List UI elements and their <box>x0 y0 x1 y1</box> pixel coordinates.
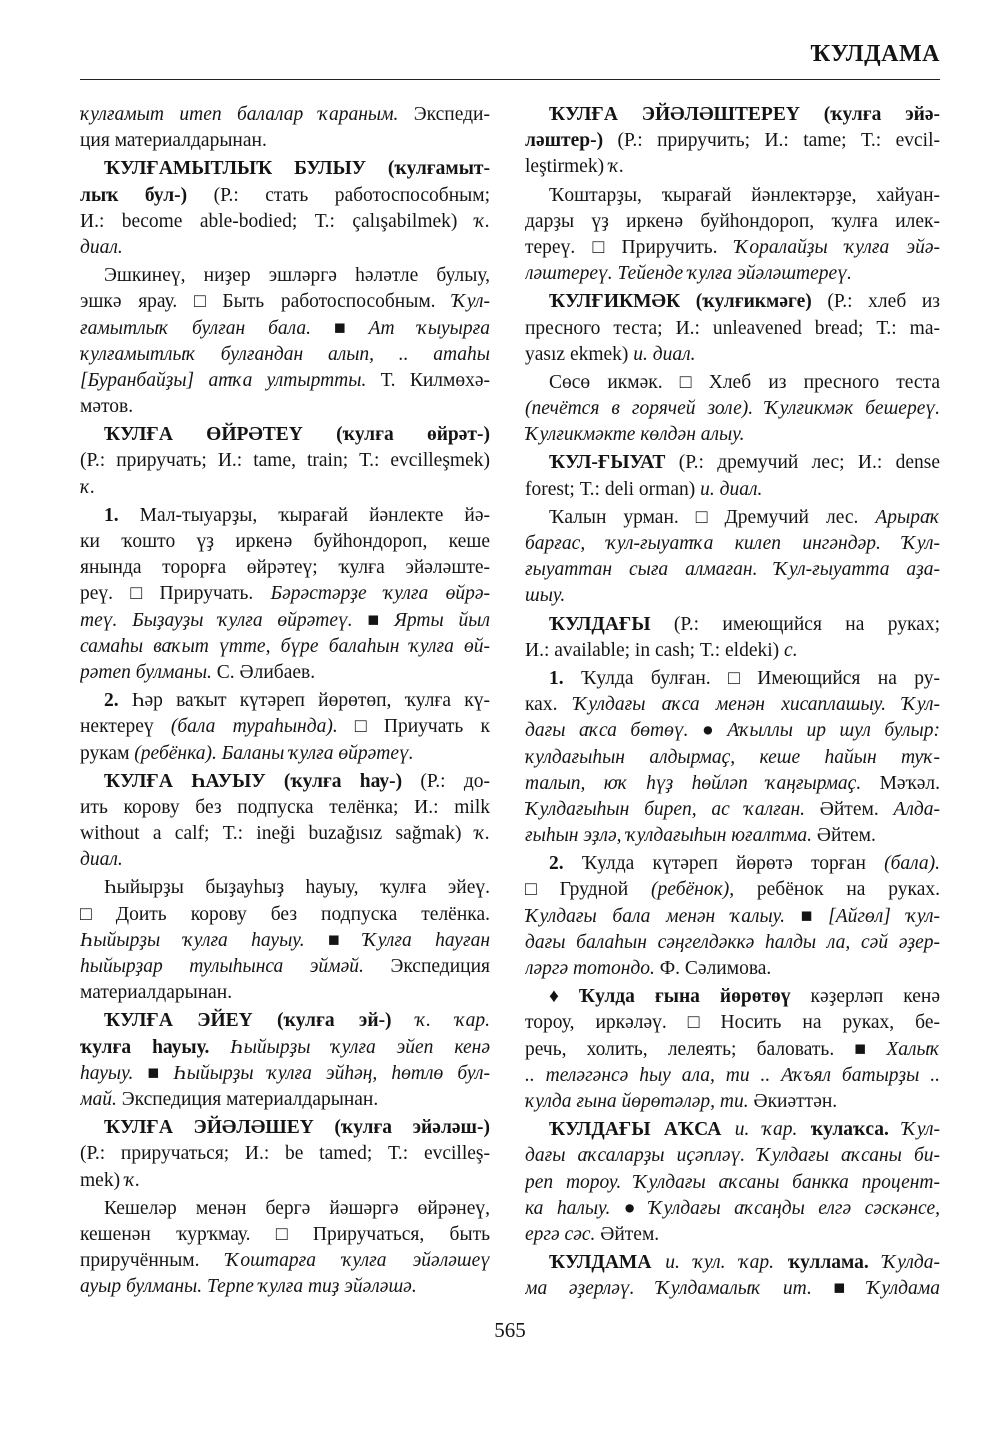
dictionary-entry-paragraph <box>80 688 490 767</box>
text-line <box>80 954 490 980</box>
text-line <box>525 956 940 982</box>
plain-text: Экспеди- <box>398 104 490 125</box>
bold-text: ҠУЛДАМА <box>549 1252 652 1274</box>
text-line <box>525 1063 940 1089</box>
bold-text: ләштер-) <box>525 130 604 152</box>
italic-text: Ҡулда- <box>868 1252 940 1274</box>
italic-text: (ребёнка). Баланы ҡулға өйрәтеү. <box>134 742 414 764</box>
plain-text: И.: available; in cash; Т.: eldeki) <box>525 639 785 661</box>
italic-text: барғас, ҡул-ғыуатҡа килеп ингәндәр. Ҡул- <box>525 533 940 554</box>
italic-text: Ҡул- <box>452 291 490 313</box>
italic-text: самаһы ваҡыт үтте, бүре балаһын ҡулға өй- <box>80 635 490 657</box>
text-line <box>80 555 490 581</box>
italic-text: ҡ. <box>608 156 625 178</box>
plain-text: Мәҡәл. <box>861 772 940 794</box>
plain-text: приручённым. <box>80 1250 226 1272</box>
dictionary-entry-paragraph <box>525 370 940 449</box>
italic-text: һыйырҙар тулыһынса эймәй. <box>80 956 364 977</box>
dictionary-entry-paragraph <box>525 984 940 1115</box>
italic-text: шыу. <box>525 585 566 607</box>
plain-text: (Р.: стать работоспособным; <box>187 184 490 206</box>
plain-text: Әйтем. <box>812 825 876 847</box>
italic-text: дағы аҡса бөтөү. <box>525 720 689 742</box>
italic-text: Һыйырҙы ҡулға һауыу. <box>80 929 305 951</box>
text-line <box>525 154 940 180</box>
italic-text: и. диал. <box>633 343 696 365</box>
text-line <box>80 342 490 368</box>
text-line <box>80 795 490 821</box>
dictionary-entry-paragraph <box>525 612 940 664</box>
right-column <box>525 102 940 1302</box>
plain-text: Экспедиция материалдарынан. <box>116 1088 379 1110</box>
dictionary-entry-paragraph <box>80 422 490 501</box>
italic-text: ҡ. <box>474 823 490 845</box>
italic-text: с. <box>784 639 798 661</box>
text-line <box>549 1117 940 1143</box>
italic-text: (бала тураһында). <box>170 716 338 738</box>
text-line <box>525 583 940 609</box>
text-line <box>104 875 490 901</box>
dictionary-entry-paragraph <box>525 1250 940 1302</box>
text-line <box>525 1222 940 1248</box>
text-line <box>549 183 940 209</box>
text-line <box>525 1170 940 1196</box>
plain-text: ■ <box>304 929 364 951</box>
text-line <box>525 904 940 930</box>
dictionary-entry-paragraph <box>525 666 940 849</box>
text-line <box>80 316 490 342</box>
italic-text: Халыҡ <box>886 1038 940 1060</box>
text-line <box>549 666 940 692</box>
italic-text: ләштереү. Тейенде ҡулға эйәләштереү. <box>525 263 852 285</box>
italic-text: Ҡул- <box>888 1119 940 1141</box>
italic-text: Ярты йыл <box>394 609 490 631</box>
text-line <box>525 1276 940 1302</box>
plain-text: ♦ <box>549 986 579 1008</box>
plain-text: реү. □ Приручать. <box>80 583 271 605</box>
text-line <box>525 745 940 771</box>
italic-text: ҡ. <box>80 476 96 498</box>
plain-text: ● <box>610 1197 650 1219</box>
italic-text: ҡ. <box>124 1169 141 1191</box>
italic-text: ка һалыу. <box>525 1197 611 1219</box>
italic-text: Ҡулдағы бала менән ҡалыу. <box>525 905 785 927</box>
text-line <box>80 1222 490 1248</box>
plain-text: Әкиәттән. <box>748 1090 838 1112</box>
bold-text: 2. <box>549 853 564 875</box>
text-line <box>104 1196 490 1222</box>
text-line <box>80 128 490 154</box>
plain-text: (Р.: до- <box>402 770 490 792</box>
text-line <box>549 289 940 315</box>
text-line <box>80 581 490 607</box>
text-line <box>80 1248 490 1274</box>
plain-text: Һәр ваҡыт күтәреп йөрөтөп, ҡулға кү- <box>118 690 490 712</box>
text-line <box>80 1087 490 1113</box>
bold-text: 1. <box>104 504 119 526</box>
italic-text: Ат ҡыуырға <box>368 317 490 339</box>
left-column <box>80 102 490 1300</box>
text-line <box>104 1008 490 1034</box>
plain-text: ция материалдарынан. <box>80 130 267 152</box>
plain-text: ■ <box>784 905 829 927</box>
italic-text: дағы балаһын сәңгелдәккә һалды ла, сәй әҙер- <box>525 931 940 953</box>
text-line <box>549 612 940 638</box>
bold-text: ҠУЛҒА ЭЙӘЛӘШЕҮ (ҡулға эйәләш-) <box>104 1117 490 1139</box>
italic-text: диал. <box>80 849 123 871</box>
italic-text: Аҡыллы ир шул булыр: <box>727 720 940 742</box>
plain-text: yasız ekmek) <box>525 343 634 365</box>
plain-text: мәтов. <box>80 396 134 418</box>
text-line <box>80 1061 490 1087</box>
plain-text: ● <box>688 720 728 742</box>
bold-text: ҡулға һауыу. <box>80 1036 210 1058</box>
dictionary-entry-paragraph <box>525 1117 940 1248</box>
plain-text: тереү. □ Приручить. <box>525 236 735 258</box>
plain-text: Мал-тыуарҙы, ҡырағай йәнлекте йә- <box>118 504 490 526</box>
text-line <box>80 608 490 634</box>
plain-text: □ Доить корову без подпуска телёнка. <box>80 903 490 925</box>
italic-text: һауыу. <box>80 1062 134 1084</box>
text-line <box>80 1274 490 1300</box>
header-rule <box>80 79 940 80</box>
plain-text: ки ҡошто үҙ иркенә буйһондороп, кеше <box>80 531 490 552</box>
plain-text: Эшкинеү, ниҙер эшләргә һәләтле булыу, <box>104 265 490 287</box>
plain-text: дарҙы үҙ иркенә буйһондороп, ҡулға илек- <box>525 210 940 232</box>
italic-text: диал. <box>80 236 123 258</box>
italic-text: Ҡулғикмәкте көлдән алыу. <box>525 424 745 446</box>
dictionary-entry-paragraph <box>525 102 940 181</box>
italic-text: ҡулғамыт итеп балалар ҡараным. <box>80 104 399 125</box>
italic-text: .. теләгәнсә һыу ала, ти .. Аҡъял батырҙы .. <box>525 1064 940 1086</box>
running-head: ҠУЛДАМА <box>810 41 940 67</box>
text-line <box>525 797 940 823</box>
italic-text: Ҡулдағыһын биреп, ас ҡалған. <box>525 798 806 820</box>
plain-text: нектереү <box>80 716 171 738</box>
text-line <box>104 688 490 714</box>
bold-text: 2. <box>104 690 119 712</box>
italic-text: ғыуаттан сыға алмаған. Ҡул-ғыуатта аҙа- <box>525 559 940 581</box>
text-line <box>525 1089 940 1115</box>
plain-text: Ҡалын урман. □ Дремучий лес. <box>549 506 876 528</box>
text-line <box>525 692 940 718</box>
text-line <box>549 1250 940 1276</box>
text-line <box>80 289 490 315</box>
text-line <box>549 984 940 1010</box>
italic-text: ауыр булманы. Терпе ҡулға тиҙ эйәләшә. <box>80 1276 417 1298</box>
page-number: 565 <box>494 1318 526 1342</box>
text-line <box>525 316 940 342</box>
text-line <box>525 1196 940 1222</box>
text-line <box>80 660 490 686</box>
plain-text: forest; Т.: deli orman) <box>525 478 701 500</box>
plain-text: (Р.: приручаться; И.: be tamed; Т.: evcilleş- <box>80 1143 490 1165</box>
italic-text: ҡ. ҡар. <box>391 1010 490 1032</box>
plain-text: пресного теста; И.: unleavened bread; Т.: ma- <box>525 317 940 339</box>
text-line <box>80 634 490 660</box>
bold-text: ҠУЛҒАМЫТЛЫҠ БУЛЫУ (ҡулғамыт- <box>104 158 490 180</box>
text-line <box>549 450 940 476</box>
italic-text: ҡулда ғына йөрөтәләр, ти. <box>525 1090 749 1112</box>
plain-text: кешенән ҡурҡмау. □ Приручаться, быть <box>80 1223 490 1245</box>
italic-text: Ҡоралайҙы ҡулға эйә- <box>734 236 940 258</box>
italic-text: [Буранбайҙы] атҡа ултыртты. <box>80 369 367 391</box>
text-line <box>525 396 940 422</box>
plain-text: ■ <box>352 609 395 631</box>
text-line <box>525 261 940 287</box>
text-line <box>80 902 490 928</box>
text-line <box>80 1168 490 1194</box>
dictionary-entry-paragraph <box>80 1115 490 1194</box>
plain-text: (Р.: приручать; И.: tame, train; Т.: evcilleşmek) <box>80 450 490 472</box>
text-line <box>80 394 490 420</box>
text-line <box>525 638 940 664</box>
text-line <box>80 741 490 767</box>
text-line <box>104 263 490 289</box>
plain-text: (Р.: хлеб из <box>811 291 940 313</box>
text-line <box>80 847 490 873</box>
plain-text: without a calf; Т.: ineği buzağısız sağmak) <box>80 823 475 845</box>
plain-text: □ Приучать к <box>337 716 490 738</box>
plain-text: leştirmek) <box>525 156 609 178</box>
text-line <box>80 928 490 954</box>
bold-text: ҠУЛДАҒЫ <box>549 613 651 635</box>
text-line <box>525 930 940 956</box>
italic-text: и. ҡул. ҡар. <box>651 1252 775 1274</box>
plain-text: кәҙерләп кенә <box>790 986 940 1008</box>
text-line <box>80 102 490 128</box>
text-line <box>525 209 940 235</box>
italic-text: Арыраҡ <box>875 506 940 528</box>
text-line <box>80 475 490 501</box>
bold-text: ҠУЛ-ҒЫУАТ <box>549 452 666 474</box>
bold-text: лыҡ бул-) <box>80 184 188 206</box>
text-line <box>80 1035 490 1061</box>
plain-text: Әйтем. <box>805 798 894 820</box>
italic-text: ҡ. <box>474 210 490 232</box>
italic-text: (бала). <box>884 853 940 875</box>
text-line <box>549 102 940 128</box>
dictionary-entry-paragraph <box>525 505 940 610</box>
plain-text: mek) <box>80 1169 125 1191</box>
text-line <box>525 235 940 261</box>
dictionary-entry-paragraph <box>525 450 940 502</box>
italic-text: реп тороу. Ҡулдағы аҡсаны банкка процент- <box>525 1171 940 1193</box>
italic-text: Һыйырҙы ҡулға эйһәң, һөтлө бул- <box>173 1062 490 1084</box>
italic-text: ма әҙерләү. Ҡулдамалыҡ ит. <box>525 1278 812 1300</box>
bold-text: 1. <box>549 667 564 689</box>
text-line <box>104 503 490 529</box>
text-line <box>525 718 940 744</box>
italic-text: ергә сәс. <box>525 1223 596 1245</box>
italic-text: талып, юҡ һүҙ һөйләп ҡаңғырмаҫ. <box>525 772 862 794</box>
plain-text: тороу, иркәләү. □ Носить на руках, бе- <box>525 1012 940 1034</box>
italic-text: Һыйырҙы ҡулға эйеп кенә <box>209 1036 490 1058</box>
text-line <box>80 821 490 847</box>
text-line <box>549 851 940 877</box>
plain-text: (Р.: дремучий лес; И.: dense <box>665 452 940 474</box>
plain-text: □ Грудной <box>525 879 652 901</box>
italic-text: рәтеп булманы. <box>80 661 212 683</box>
dictionary-entry-paragraph <box>80 1008 490 1113</box>
text-line <box>80 980 490 1006</box>
dictionary-entry-paragraph <box>525 183 940 288</box>
italic-text: ләргә тотондо. <box>525 958 655 979</box>
bold-text: ҠУЛҒА ЭЙӘЛӘШТЕРЕҮ (ҡулға эйә- <box>549 104 940 125</box>
italic-text: Ҡулдағы аҡсаңды елгә сәскәнсе, <box>649 1197 940 1219</box>
dictionary-entry-paragraph <box>525 289 940 368</box>
italic-text: и. диал. <box>700 478 763 500</box>
text-line <box>525 771 940 797</box>
italic-text: Ҡулдағы аҡса менән хисаплашыу. Ҡул- <box>573 694 940 716</box>
plain-text: И.: become able-bodied; Т.: çalışabilmek) <box>80 210 475 232</box>
italic-text: (ребёнок), <box>651 879 735 901</box>
text-line <box>525 877 940 903</box>
dictionary-entry-paragraph <box>80 102 490 154</box>
bold-text: ҠУЛДАҒЫ АҠСА <box>549 1119 722 1141</box>
italic-text: дағы аҡсаларҙы иҫәпләү. Ҡулдағы аҡсаны би- <box>525 1145 940 1167</box>
plain-text: ■ <box>311 317 369 339</box>
text-line <box>104 422 490 448</box>
plain-text: рукам <box>80 742 135 764</box>
bold-text: ҠУЛҒИКМӘК (ҡулғикмәге) <box>549 291 812 313</box>
italic-text: теү. Быҙауҙы ҡулға өйрәтеү. <box>80 609 353 631</box>
dictionary-entry-paragraph <box>80 263 490 420</box>
bold-text: ҠУЛҒА ӨЙРӘТЕҮ (ҡулға өйрәт-) <box>104 424 490 446</box>
dictionary-entry-paragraph <box>80 503 490 686</box>
plain-text: (Р.: имеющийся на руках; <box>650 613 940 635</box>
text-line <box>80 209 490 235</box>
plain-text: Ф. Сәлимова. <box>654 958 772 979</box>
plain-text: Сөсө икмәк. □ Хлеб из пресного теста <box>549 371 940 393</box>
bold-text: ҠУЛҒА ҺАУЫУ (ҡулға һау-) <box>104 770 403 792</box>
plain-text: Т. Килмөхә- <box>366 369 490 391</box>
dictionary-entry-paragraph <box>80 1196 490 1301</box>
text-line <box>80 448 490 474</box>
plain-text: янында торорға өйрәтеү; ҡулға эйәләште- <box>80 557 490 579</box>
plain-text: Әйтем. <box>595 1223 660 1245</box>
italic-text: Алда- <box>893 798 940 820</box>
bold-text: ҡуллама. <box>774 1252 869 1274</box>
text-line <box>525 1010 940 1036</box>
bold-text: ҡулаҡса. <box>797 1119 889 1141</box>
text-line <box>525 823 940 849</box>
text-line <box>525 342 940 368</box>
text-line <box>525 557 940 583</box>
text-line <box>549 370 940 396</box>
italic-text: ғыһын эҙлә, ҡулдағыһын юғалтма. <box>525 825 813 847</box>
plain-text: (Р.: приручить; И.: tame; Т.: evcil- <box>603 130 940 152</box>
plain-text: ■ <box>133 1062 174 1084</box>
plain-text: ить корову без подпуска телёнка; И.: milk <box>80 796 490 818</box>
text-line <box>525 531 940 557</box>
plain-text: ках. <box>525 694 574 716</box>
italic-text: [Айгөл] ҡул- <box>828 905 940 927</box>
italic-text: ҡулдағыһын алдырмаҫ, кеше һайын туҡ- <box>525 746 940 768</box>
text-line <box>80 235 490 261</box>
plain-text: Ҡулда күтәреп йөрөтә торған <box>563 853 885 875</box>
italic-text: Бәрәстәрҙе ҡулға өйрә- <box>270 583 490 605</box>
text-line <box>525 128 940 154</box>
bold-text: ҠУЛҒА ЭЙЕҮ (ҡулға эй-) <box>104 1010 392 1032</box>
text-line <box>525 422 940 448</box>
bold-text: Ҡулда ғына йөрөтөү <box>578 986 791 1008</box>
dictionary-entry-paragraph <box>525 851 940 982</box>
dictionary-entry-paragraph <box>80 156 490 261</box>
plain-text: материалдарынан. <box>80 982 233 1004</box>
text-line <box>104 1115 490 1141</box>
italic-text: Ҡулға һауған <box>363 929 490 951</box>
italic-text: Ҡулдама <box>866 1278 940 1300</box>
text-line <box>549 505 940 531</box>
plain-text: Һыйырҙы быҙауһыҙ һауыу, ҡулға эйеү. <box>104 877 490 899</box>
text-line <box>80 368 490 394</box>
italic-text: Ҡоштарға ҡулға эйәләшеү <box>225 1250 490 1272</box>
plain-text: Экспедиция <box>363 956 490 977</box>
plain-text: ■ <box>811 1278 867 1300</box>
text-line <box>525 1037 940 1063</box>
plain-text: ребёнок на руках. <box>734 879 940 901</box>
italic-text: ҡулғамытлыҡ булғандан алып, .. атаһы <box>80 343 490 365</box>
plain-text: Кешеләр менән бергә йәшәргә өйрәнеү, <box>104 1197 490 1219</box>
dictionary-entry-paragraph <box>80 769 490 874</box>
plain-text: С. Әлибаев. <box>211 661 316 683</box>
text-line <box>80 1141 490 1167</box>
plain-text: речь, холить, лелеять; баловать. ■ <box>525 1038 887 1060</box>
italic-text: и. ҡар. <box>721 1119 798 1141</box>
text-line <box>104 769 490 795</box>
italic-text: ғамытлыҡ булған бала. <box>80 317 312 339</box>
text-line <box>80 183 490 209</box>
italic-text: май. <box>80 1088 117 1110</box>
text-line <box>525 477 940 503</box>
text-line <box>525 1143 940 1169</box>
text-line <box>80 714 490 740</box>
plain-text: Ҡоштарҙы, ҡырағай йәнлектәрҙе, хайуан- <box>549 184 940 206</box>
italic-text: (печётся в горячей золе). Ҡулғикмәк бешереү. <box>525 398 940 420</box>
text-line <box>80 529 490 555</box>
text-line <box>104 156 490 182</box>
dictionary-entry-paragraph <box>80 875 490 1006</box>
plain-text: Ҡулда булған. □ Имеющийся на ру- <box>563 667 940 689</box>
plain-text: эшкә ярау. □ Быть работоспособным. <box>80 291 453 313</box>
